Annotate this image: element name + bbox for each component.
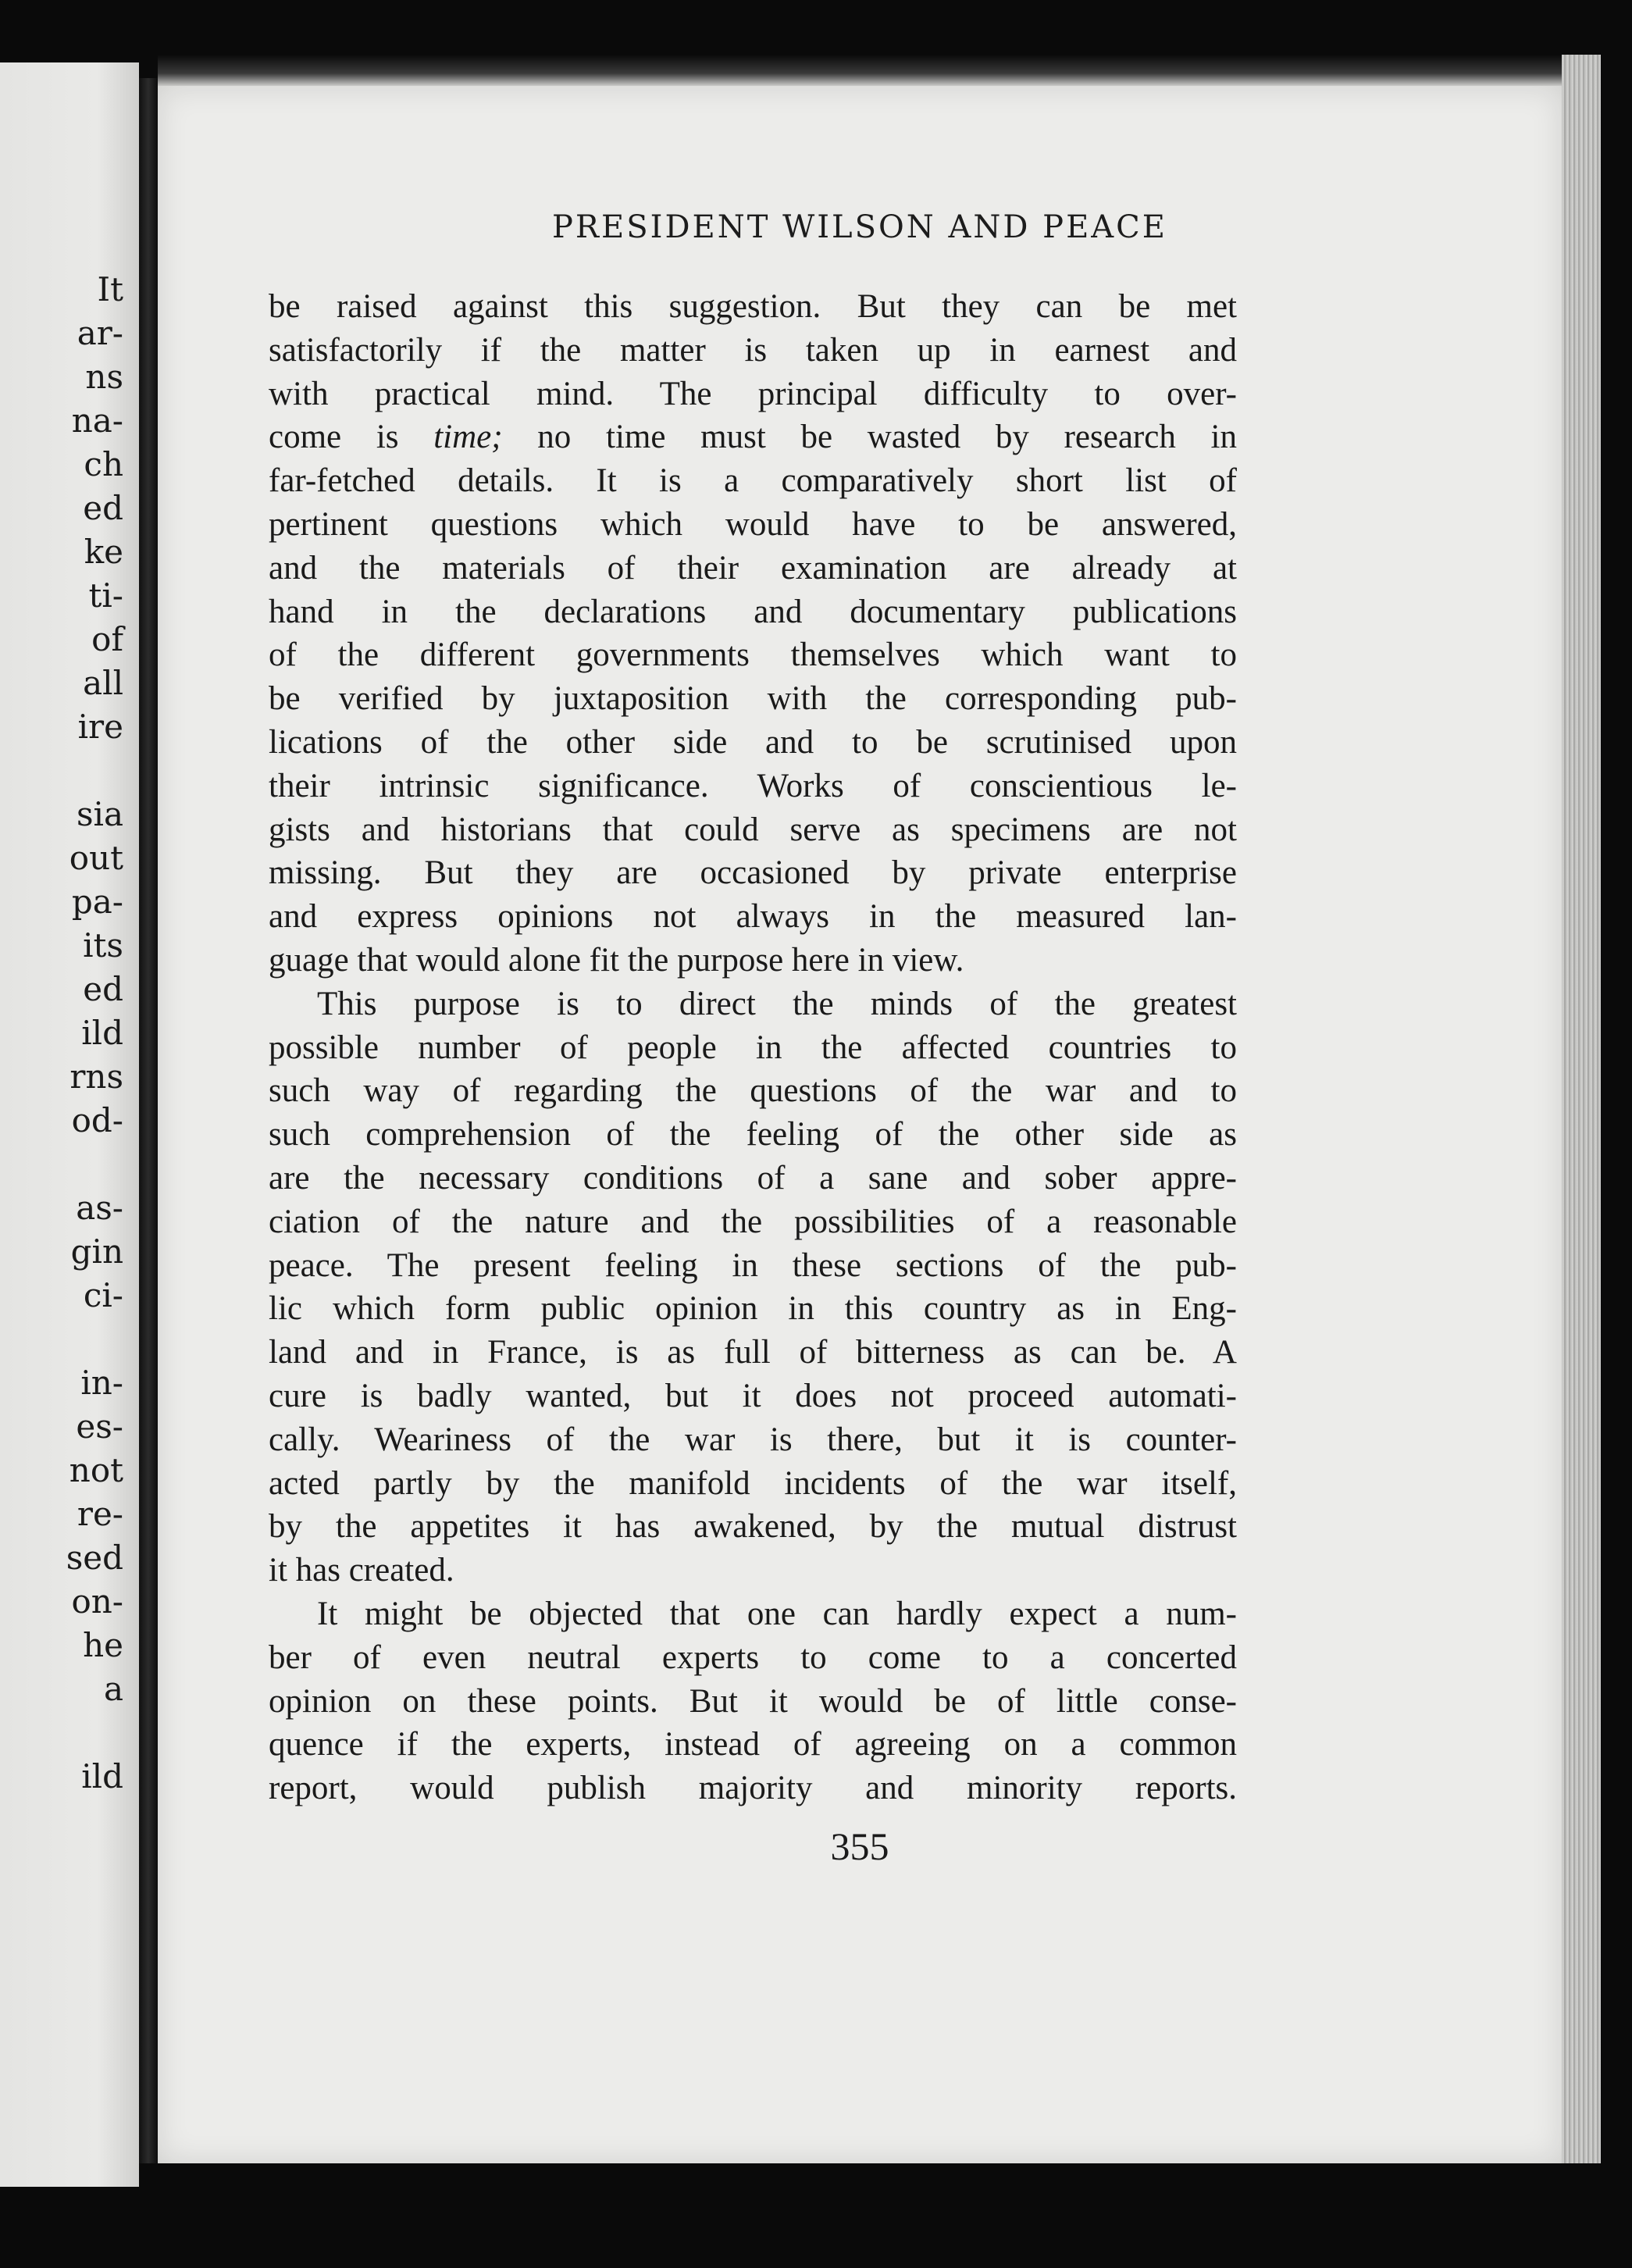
left-page-fragment: ild bbox=[81, 1014, 123, 1052]
text-run: come is bbox=[269, 419, 434, 456]
text-line: satisfactorily if the matter is taken up in earnest and bbox=[269, 331, 1237, 369]
text-line: It might be objected that one can hardly expect a num- bbox=[317, 1595, 1237, 1632]
left-page-fragment: sed bbox=[66, 1539, 123, 1577]
left-page-fragment: rns bbox=[69, 1057, 123, 1096]
text-line: such comprehension of the feeling of the other side as bbox=[269, 1116, 1237, 1154]
text-line: cure is badly wanted, but it does not proceed automati- bbox=[269, 1377, 1237, 1414]
left-page-fragment: od- bbox=[71, 1101, 123, 1139]
text-line: and the materials of their examination are already at bbox=[269, 549, 1237, 587]
left-page-fragment: sia bbox=[76, 795, 123, 833]
left-page-fragment: ed bbox=[83, 489, 123, 527]
page-top-edge bbox=[158, 55, 1601, 86]
left-page-fragment: all bbox=[83, 664, 123, 702]
left-page-fragment: as- bbox=[76, 1189, 123, 1227]
text-line: such way of regarding the questions of the war and to bbox=[269, 1072, 1237, 1110]
text-line: far-fetched details. It is a comparatively short list of bbox=[269, 462, 1237, 500]
left-page-fragment: ke bbox=[84, 533, 123, 571]
left-page-fragment: ci- bbox=[83, 1276, 123, 1314]
text-line: pertinent questions which would have to be answered, bbox=[269, 505, 1237, 543]
left-page-fragment: ch bbox=[84, 445, 123, 483]
text-line: missing. But they are occasioned by private enterprise bbox=[269, 854, 1237, 892]
text-line: of the different governments themselves which want to bbox=[269, 637, 1237, 674]
text-line: report, would publish majority and minority reports. bbox=[269, 1770, 1237, 1807]
left-page-fragment: es- bbox=[76, 1407, 123, 1446]
left-page-fragment: re- bbox=[77, 1495, 123, 1533]
text-line: cally. Weariness of the war is there, but it is counter- bbox=[269, 1421, 1237, 1458]
book-gutter bbox=[139, 78, 158, 2163]
text-line: ciation of the nature and the possibilities of a reasonable bbox=[269, 1203, 1237, 1240]
left-page-fragment: It bbox=[97, 270, 123, 308]
left-page-fragment: on- bbox=[71, 1582, 123, 1621]
page-number: 355 bbox=[830, 1824, 889, 1868]
italic-emphasis: time; bbox=[433, 419, 503, 456]
text-line: by the appetites it has awakened, by the mutual distrust bbox=[269, 1508, 1237, 1546]
left-page-fragment: ns bbox=[85, 358, 123, 396]
text-line: with practical mind. The principal difficulty to over- bbox=[269, 375, 1237, 412]
left-page-fragment: na- bbox=[71, 401, 123, 440]
text-line: acted partly by the manifold incidents of the war itself, bbox=[269, 1464, 1237, 1502]
stacked-page-edges bbox=[1562, 55, 1601, 2163]
text-line: peace. The present feeling in these sections of the pub- bbox=[269, 1246, 1237, 1284]
text-line: it has created. bbox=[269, 1552, 454, 1589]
running-head: PRESIDENT WILSON AND PEACE bbox=[552, 209, 1167, 245]
text-line: ber of even neutral experts to come to a concerted bbox=[269, 1639, 1237, 1676]
left-page-fragment: its bbox=[83, 926, 123, 965]
left-page-fragment: gin bbox=[70, 1232, 123, 1271]
left-page-fragment: a bbox=[103, 1670, 123, 1708]
text-line: guage that would alone fit the purpose here in view. bbox=[269, 941, 964, 979]
left-page-fragment: out bbox=[69, 839, 123, 877]
left-page-fragment: ti- bbox=[88, 576, 123, 615]
text-line: opinion on these points. But it would be of little conse- bbox=[269, 1682, 1237, 1720]
left-facing-page bbox=[0, 62, 139, 2187]
text-line: lications of the other side and to be scrutinised upon bbox=[269, 723, 1237, 761]
text-line: land and in France, is as full of bitterness as can be. A bbox=[269, 1334, 1237, 1371]
text-line: and express opinions not always in the measured lan- bbox=[269, 898, 1237, 936]
left-page-fragment: ild bbox=[81, 1757, 123, 1796]
text-line: hand in the declarations and documentary publications bbox=[269, 593, 1237, 630]
text-line: possible number of people in the affected countries to bbox=[269, 1029, 1237, 1066]
text-run: no time must be wasted by research in bbox=[502, 419, 1237, 456]
left-page-fragment: in- bbox=[80, 1364, 123, 1402]
text-line: their intrinsic significance. Works of conscientious le- bbox=[269, 767, 1237, 804]
left-page-fragment: not bbox=[69, 1451, 123, 1489]
text-line: be raised against this suggestion. But they can be met bbox=[269, 288, 1237, 325]
left-page-fragment: ar- bbox=[77, 314, 123, 352]
text-line: gists and historians that could serve as specimens are not bbox=[269, 811, 1237, 848]
left-page-fragment: ed bbox=[83, 970, 123, 1008]
text-line: lic which form public opinion in this country as in Eng- bbox=[269, 1290, 1237, 1328]
text-line: This purpose is to direct the minds of the greatest bbox=[317, 985, 1237, 1022]
body-text bbox=[269, 285, 1237, 1810]
text-line: be verified by juxtaposition with the corresponding pub- bbox=[269, 680, 1237, 718]
left-page-fragment: pa- bbox=[71, 883, 123, 921]
text-line: are the necessary conditions of a sane and sober appre- bbox=[269, 1159, 1237, 1196]
left-page-fragment: he bbox=[83, 1626, 123, 1664]
text-line bbox=[269, 415, 1237, 459]
text-line: quence if the experts, instead of agreeing on a common bbox=[269, 1726, 1237, 1763]
left-page-fragment: ire bbox=[77, 708, 123, 746]
left-page-fragment: of bbox=[91, 620, 123, 658]
